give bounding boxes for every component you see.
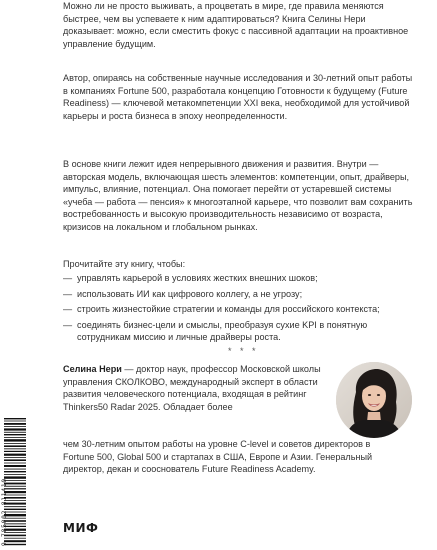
list-item [63, 303, 413, 316]
list-item [63, 272, 413, 285]
list-item [63, 319, 413, 344]
author-name: Селина Нери [63, 364, 122, 374]
author-bio-text-1: — доктор наук, профессор Московской школы управления СКОЛКОВО, международный эксперт в области развития человеческого потенциала, входящая в рейтинг Thinkers50 Radar 2025. Обладает более [63, 364, 321, 412]
model-paragraph [63, 158, 413, 234]
list-item-text: соединять бизнес-цели и смыслы, преобразуя сухие KPI в понятную сотрудникам миссию и личные драйверы роста. [77, 319, 368, 343]
author-text: Автор, опираясь на собственные научные исследования и 30-летний опыт работы в компаниях Fortune 500, разработала концепцию Готовности к будущему (Future Readiness) — ключевой метакомпетенции XXI века, необходимой для устойчивой карьеры и роста бизнеса в эпоху неопределенности. [63, 73, 413, 121]
author-portrait-image [336, 362, 412, 438]
list-item-text: строить жизнестойкие стратегии и команды для российского контекста; [77, 304, 380, 315]
author-portrait [336, 362, 412, 438]
list-item-text: использовать ИИ как цифрового коллегу, а не угрозу; [77, 288, 303, 299]
list-dash: — [63, 273, 73, 283]
intro-paragraph [63, 0, 413, 50]
list-item [63, 288, 413, 301]
section-separator: * * * [228, 346, 259, 356]
list-dash: — [63, 319, 73, 330]
author-paragraph [63, 72, 413, 122]
list-item-text: управлять карьерой в условиях жестких внешних шоков; [77, 273, 318, 283]
list-dash: — [63, 304, 73, 315]
list-dash: — [63, 288, 73, 299]
publisher-logo: МИФ [63, 521, 99, 535]
read-intro-text: Прочитайте эту книгу, чтобы: [63, 259, 186, 269]
model-text: В основе книги лежит идея непрерывного движения и развития. Внутри — авторская модель, включающая шесть элементов: компетенции, опыт, драйверы, импульс, влияние, потенциал. Она помогает перейти от устаревшей системы «учеба — работа — пенсия» к многоэтапной карьере, что позволит вам сохранить востребованность и высокую производительность независимо от возраста, кризисов на локальном и глобальном рынках. [63, 159, 413, 232]
benefits-list [63, 272, 413, 347]
isbn-digits: 9 785002 811410 [1, 478, 8, 546]
intro-text: Можно ли не просто выживать, а процветать в мире, где правила меняются быстрее, чем вы успеваете к ним адаптироваться? Книга Селины Нери доказывает: можно, если сместить фокус с пассивной адаптации на проактивное управление будущим. [63, 1, 409, 49]
read-intro-paragraph [63, 258, 413, 271]
author-bio-text-2: чем 30-летним опытом работы на уровне C-level и советов директоров в Fortune 500, Global 500 и стартапах в США, Европе и Азии. Генеральный директор, декан и сооснователь Future Readiness Academy. [63, 439, 373, 475]
author-bio [63, 363, 333, 413]
author-bio-continued [63, 438, 393, 476]
